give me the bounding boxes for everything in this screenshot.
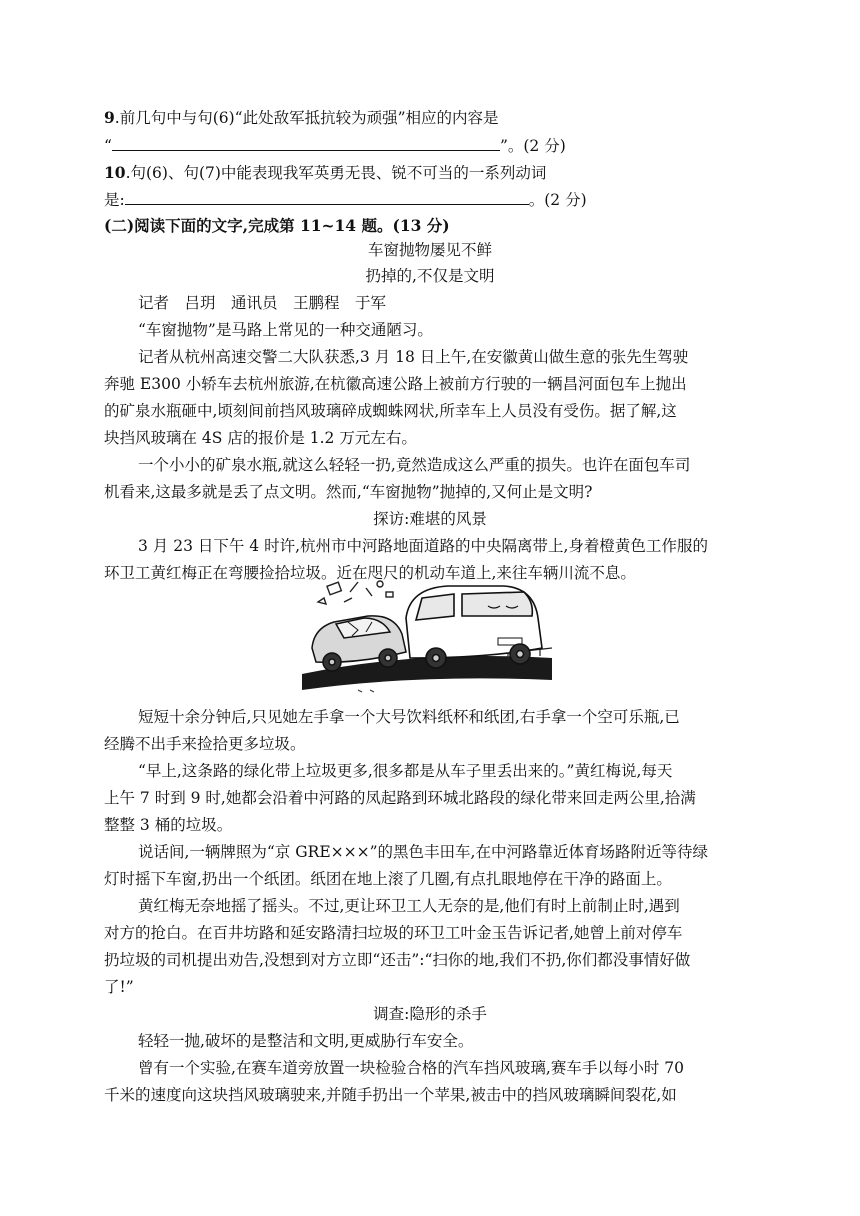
paragraph-5-line: 短短十余分钟后,只见她左手拿一个大号饮料纸杯和纸团,右手拿一个空可乐瓶,已 (138, 708, 680, 726)
question-9-close: ”。(2 分) (499, 137, 566, 155)
paragraph-2-line: 记者从杭州高速交警二大队获悉,3 月 18 日上午,在安徽黄山做生意的张先生驾驶 (138, 348, 689, 366)
paragraph-4-line: 环卫工黄红梅正在弯腰捡拾垃圾。近在咫尺的机动车道上,来往车辆川流不息。 (104, 564, 636, 582)
question-9 (104, 108, 499, 128)
question-9-answer-line (104, 136, 566, 156)
paragraph-10-line: 曾有一个实验,在赛车道旁放置一块检验合格的汽车挡风玻璃,赛车手以每小时 70 (138, 1059, 685, 1077)
small-car-icon (312, 616, 406, 671)
question-9-blank[interactable] (112, 136, 500, 151)
article-headline-1: 车窗抛物屡见不鲜 (367, 241, 492, 259)
article-headline-2: 扔掉的,不仅是文明 (365, 267, 495, 285)
debris-icon (318, 581, 393, 604)
paragraph-8-line: 黄红梅无奈地摇了摇头。不过,更让环卫工人无奈的是,他们有时上前制止时,遇到 (138, 897, 680, 915)
question-10-line2-start: 是: (104, 191, 125, 209)
article-intro: “车窗抛物”是马路上常见的一种交通陋习。 (138, 321, 433, 339)
paragraph-4-line: 3 月 23 日下午 4 时许,杭州市中河路地面道路的中央隔离带上,身着橙黄色工作服的 (138, 537, 708, 555)
car-crash-illustration (298, 578, 556, 696)
paragraph-8-line: 扔垃圾的司机提出劝告,没想到对方立即“还击”:“扫你的地,我们不扔,你们都没事情好做 (104, 951, 691, 969)
paragraph-6-line: 上午 7 时到 9 时,她都会沿着中河路的凤起路到环城北路段的绿化带来回走两公里,拾满 (104, 789, 696, 807)
paragraph-8-line: 对方的抢白。在百井坊路和延安路清扫垃圾的环卫工叶金玉告诉记者,她曾上前对停车 (104, 924, 683, 942)
paragraph-10-line: 千米的速度向这块挡风玻璃驶来,并随手扔出一个苹果,被击中的挡风玻璃瞬间裂花,如 (104, 1086, 677, 1104)
paragraph-3-line: 一个小小的矿泉水瓶,就这么轻轻一扔,竟然造成这么严重的损失。也许在面包车司 (138, 456, 691, 474)
speed-lines-icon (358, 690, 374, 692)
paragraph-8-line: 了!” (104, 978, 134, 996)
van-icon (406, 586, 542, 668)
paragraph-7-line: 说话间,一辆牌照为“京 GRE×××”的黑色丰田车,在中河路靠近体育场路附近等待绿 (138, 843, 708, 861)
question-9-number: 9 (104, 108, 115, 127)
subheading-visit: 探访:难堪的风景 (373, 510, 487, 528)
section-2-heading: (二)阅读下面的文字,完成第 11~14 题。(13 分) (104, 216, 450, 235)
paragraph-2-line: 奔驰 E300 小轿车去杭州旅游,在杭徽高速公路上被前方行驶的一辆昌河面包车上抛出 (104, 375, 687, 393)
paragraph-2-line: 的矿泉水瓶砸中,顷刻间前挡风玻璃碎成蜘蛛网状,所幸车上人员没有受伤。据了解,这 (104, 402, 677, 420)
article-byline: 记者 吕玥 通讯员 王鹏程 于军 (138, 294, 387, 312)
question-10-close: 。(2 分) (528, 191, 587, 209)
question-10-blank[interactable] (125, 190, 529, 205)
paragraph-5-line: 经腾不出手来捡拾更多垃圾。 (104, 735, 306, 753)
question-10 (104, 163, 546, 183)
paragraph-2-line: 块挡风玻璃在 4S 店的报价是 1.2 万元左右。 (104, 429, 417, 447)
question-10-text: .句(6)、句(7)中能表现我军英勇无畏、锐不可当的一系列动词 (125, 164, 547, 182)
paragraph-9: 轻轻一抛,破坏的是整洁和文明,更威胁行车安全。 (138, 1032, 474, 1050)
paragraph-3-line: 机看来,这最多就是丢了点文明。然而,“车窗抛物”抛掉的,又何止是文明? (104, 483, 593, 501)
subheading-investigation: 调查:隐形的杀手 (373, 1005, 487, 1023)
question-10-answer-line (104, 190, 587, 210)
paragraph-6-line: “早上,这条路的绿化带上垃圾更多,很多都是从车子里丢出来的。”黄红梅说,每天 (138, 762, 673, 780)
paragraph-6-line: 整整 3 桶的垃圾。 (104, 816, 233, 834)
question-10-number: 10 (104, 163, 126, 182)
question-9-open-quote: “ (104, 137, 112, 155)
paragraph-7-line: 灯时摇下车窗,扔出一个纸团。纸团在地上滚了几圈,有点扎眼地停在干净的路面上。 (104, 870, 672, 888)
question-9-text: .前几句中与句(6)“此处敌军抵抗较为顽强”相应的内容是 (114, 109, 499, 127)
